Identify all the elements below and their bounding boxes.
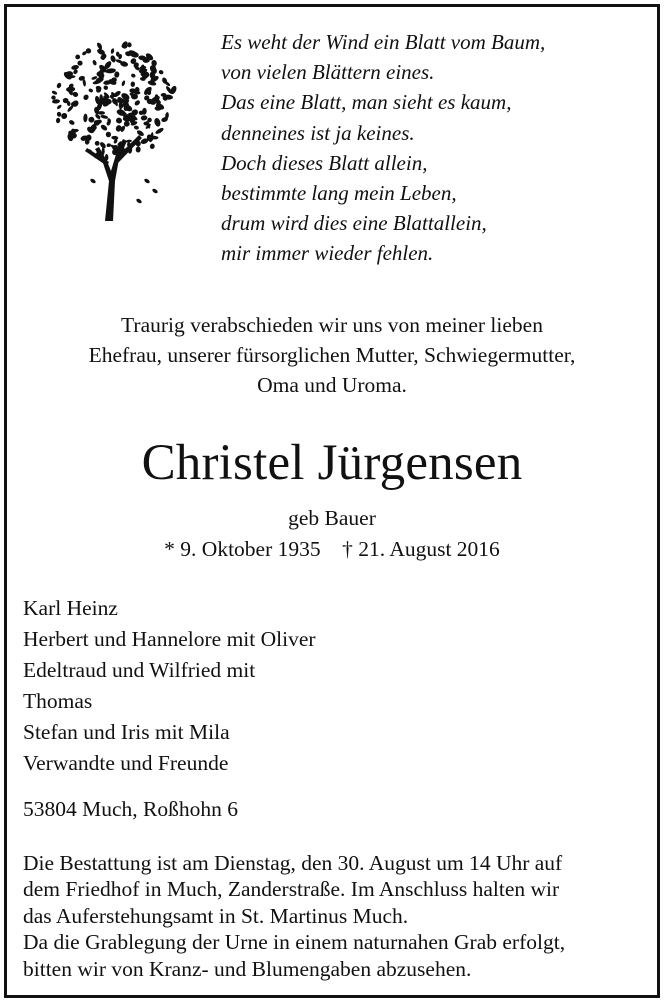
poem-line: denneines ist ja keines.	[221, 120, 415, 145]
intro-line: Traurig verabschieden wir uns von meiner lieben	[121, 313, 543, 337]
poem-line: von vielen Blättern eines.	[221, 60, 435, 85]
mourner: Edeltraud und Wilfried mit	[23, 658, 256, 682]
mourners-list	[23, 593, 316, 779]
poem-line: drum wird dies eine Blattallein,	[221, 211, 487, 236]
intro-line: Oma und Uroma.	[257, 373, 407, 397]
maiden-name: geb Bauer	[288, 506, 376, 530]
notice-line: Die Bestattung ist am Dienstag, den 30. August um 14 Uhr auf	[23, 851, 563, 875]
poem	[221, 27, 545, 269]
poem-line: bestimmte lang mein Leben,	[221, 181, 457, 206]
intro-line: Ehefrau, unserer fürsorglichen Mutter, Schwiegermutter,	[88, 343, 576, 367]
tree-illustration-icon	[35, 31, 185, 221]
notice-line: dem Friedhof in Much, Zanderstraße. Im Anschluss halten wir	[23, 877, 560, 902]
mourner: Verwandte und Freunde	[23, 751, 229, 775]
poem-line: Es weht der Wind ein Blatt vom Baum,	[221, 30, 546, 54]
notice-line: das Auferstehungsamt in St. Martinus Much.	[23, 903, 409, 928]
obituary-frame	[4, 4, 660, 998]
address: 53804 Much, Roßhohn 6	[23, 797, 238, 821]
poem-line: Das eine Blatt, man sieht es kaum,	[221, 90, 512, 115]
intro-text	[7, 310, 657, 400]
mourner: Herbert und Hannelore mit Oliver	[23, 627, 316, 651]
funeral-notice	[23, 850, 565, 982]
poem-line: mir immer wieder fehlen.	[221, 241, 434, 266]
deceased-name: Christel Jürgensen	[141, 435, 523, 491]
notice-line: Da die Grablegung der Urne in einem naturnahen Grab erfolgt,	[23, 930, 566, 955]
mourner: Stefan und Iris mit Mila	[23, 720, 230, 744]
life-dates	[7, 535, 657, 563]
birth-date: * 9. Oktober 1935	[164, 537, 321, 561]
mourner: Karl Heinz	[23, 596, 118, 620]
notice-line: bitten wir von Kranz- und Blumengaben abzusehen.	[23, 956, 472, 981]
death-date: † 21. August 2016	[342, 537, 500, 561]
mourner: Thomas	[23, 689, 93, 713]
poem-line: Doch dieses Blatt allein,	[221, 150, 428, 175]
